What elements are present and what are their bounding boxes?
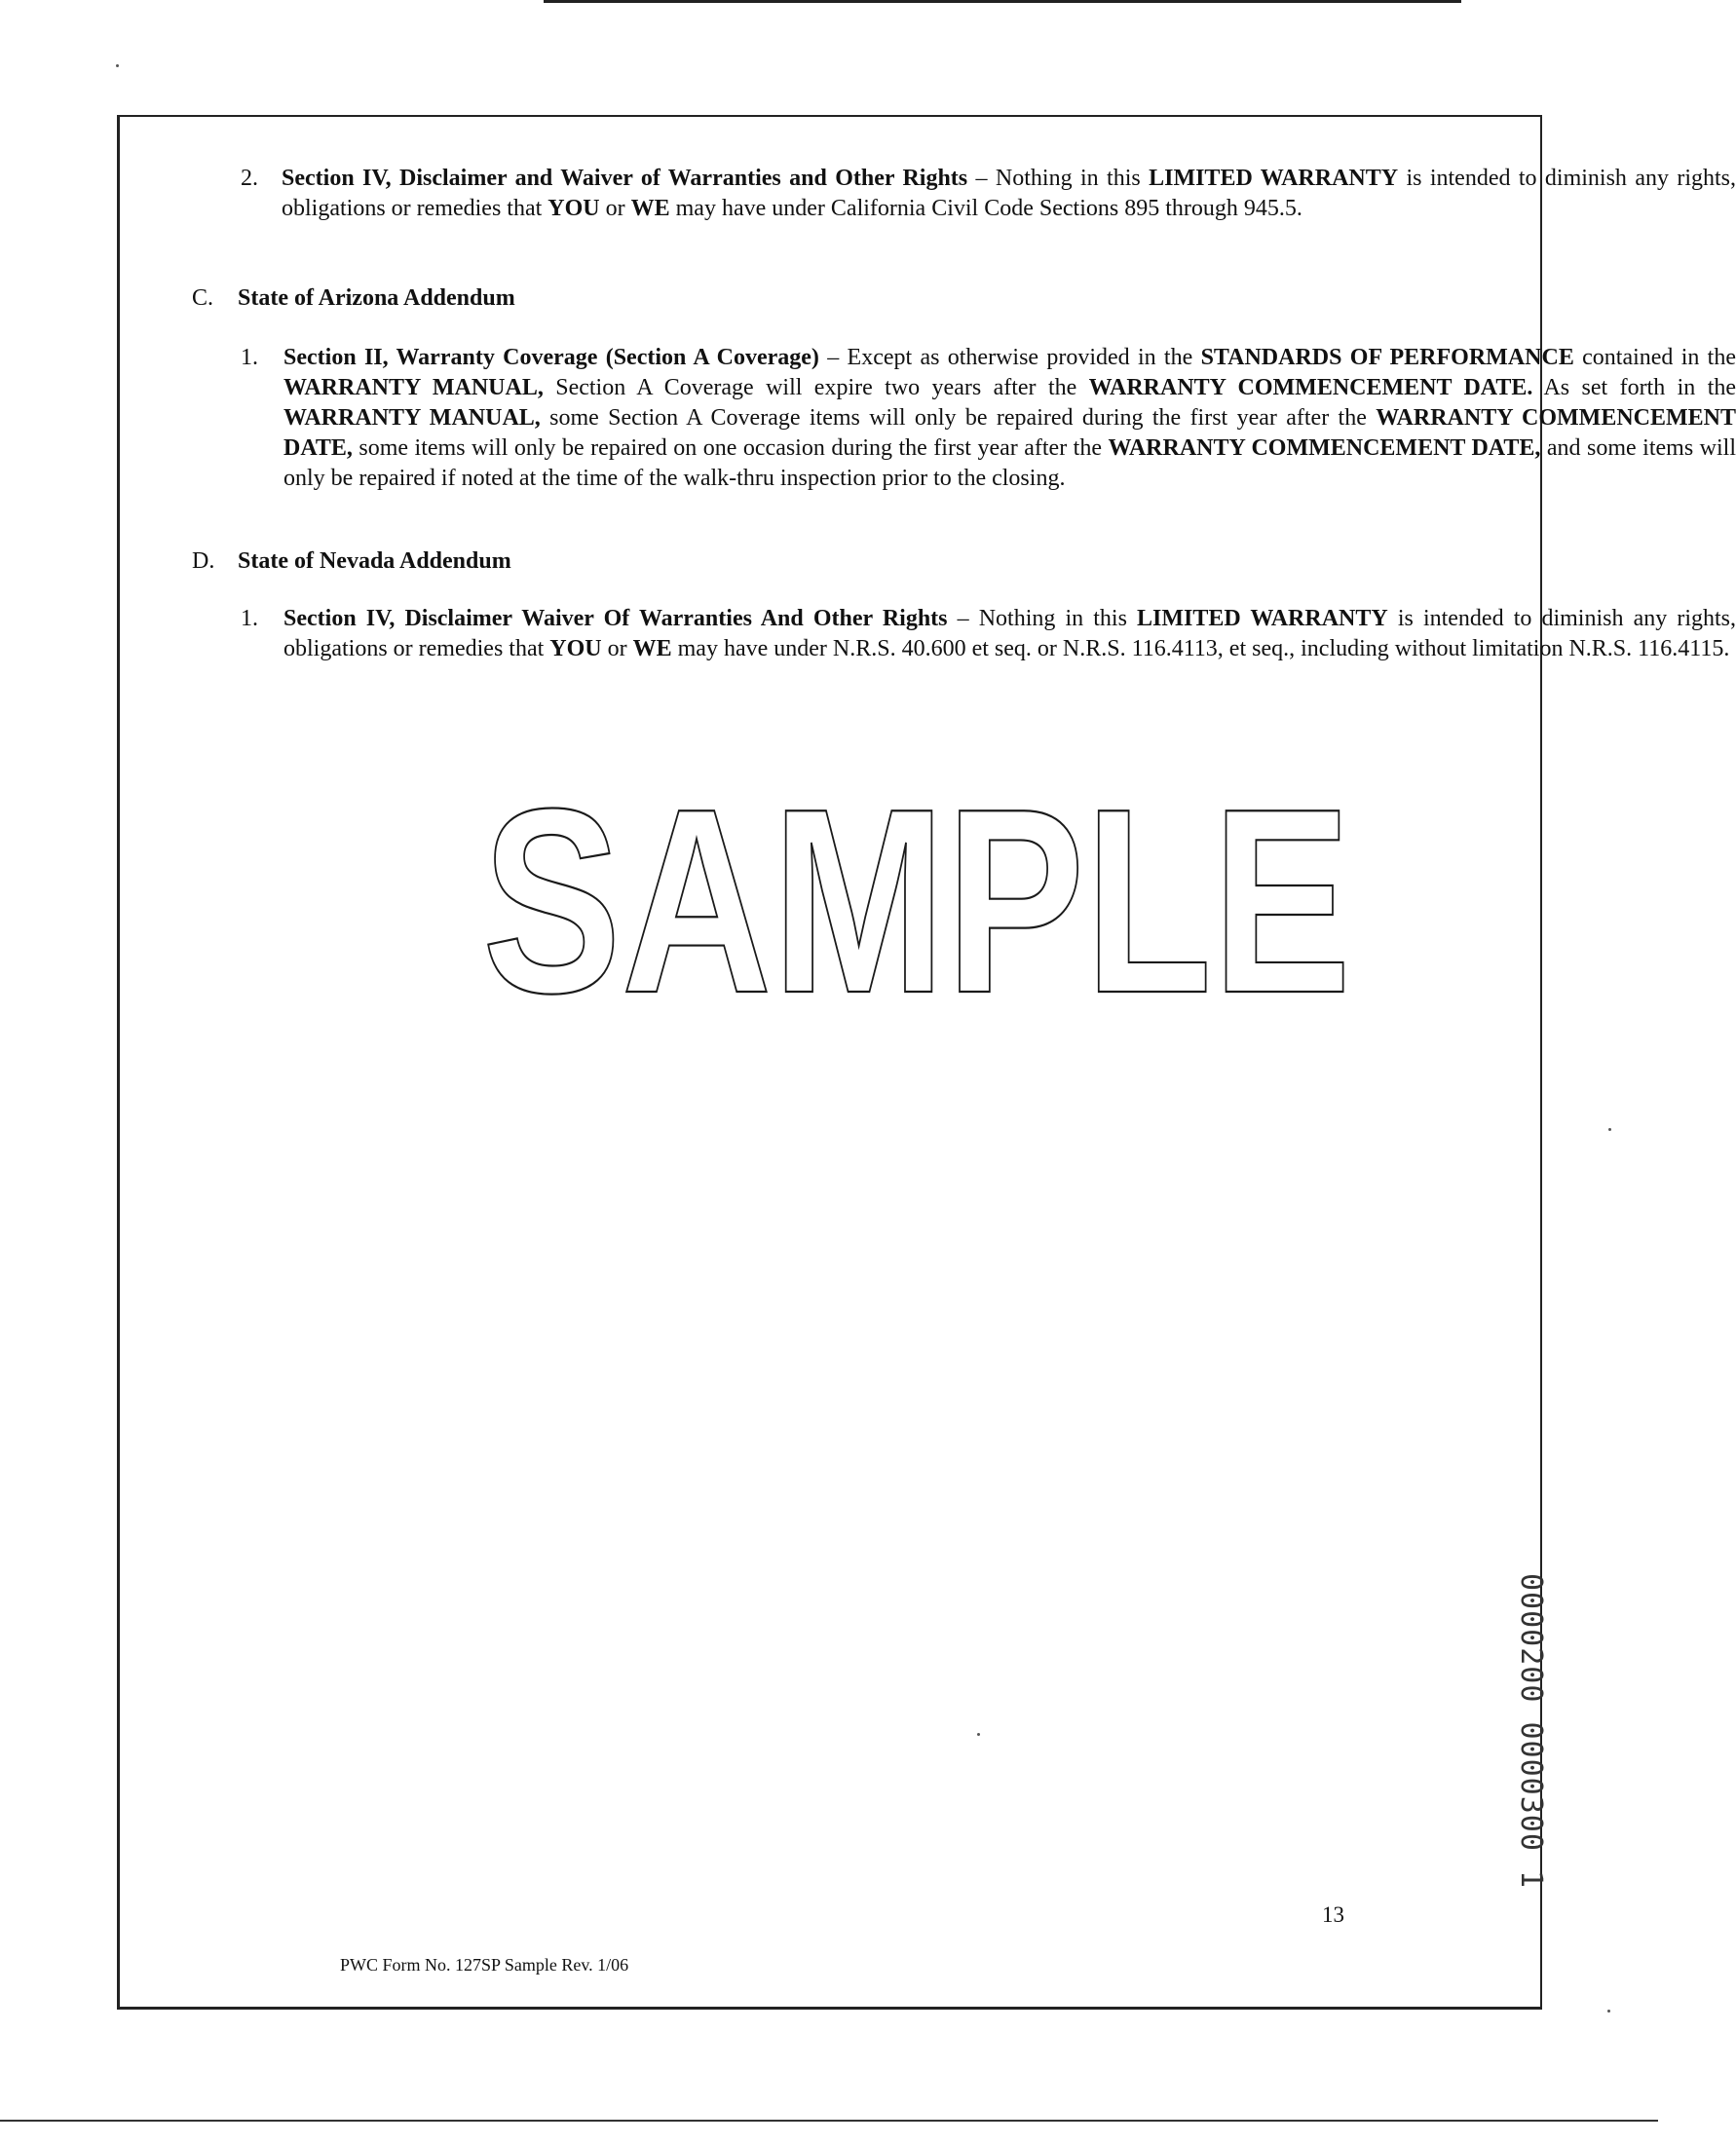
- item-number: 1.: [241, 345, 258, 370]
- item-number: 2.: [241, 166, 258, 191]
- form-footer: PWC Form No. 127SP Sample Rev. 1/06: [340, 1955, 629, 1975]
- item-title: Section IV, Disclaimer and Waiver of Warranties and Other Rights: [282, 166, 968, 191]
- sample-watermark: [482, 755, 1359, 1048]
- page-number: 13: [1322, 1902, 1344, 1927]
- side-stamp: 0000200 0000300 1: [1514, 1573, 1548, 1890]
- item-text: Section IV, Disclaimer and Waiver of Warranties and Other Rights – Nothing in this LIMITED WARRANTY is intended to diminish any rights, obligations or remedies that YOU or WE may have under California Civil Code Sections 895 through 945.5.: [282, 166, 1736, 221]
- item-title: Section IV, Disclaimer Waiver Of Warranties And Other Rights: [283, 606, 948, 631]
- section-heading-nevada: [192, 548, 511, 575]
- top-edge-rule: [544, 0, 1461, 3]
- scan-speck: [1608, 1128, 1611, 1131]
- sample-watermark-text: SAMPLE: [482, 755, 1351, 1048]
- section-letter: D.: [192, 548, 215, 574]
- bottom-edge-rule: [0, 2120, 1658, 2122]
- item-text: Section II, Warranty Coverage (Section A Coverage) – Except as otherwise provided in the STANDARDS OF PERFORMANCE contained in the WARRANTY MANUAL, Section A Coverage will expire two years after the WARRANTY COMMENCEMENT DATE. As set forth in the WARRANTY MANUAL, some Section A Coverage items will only be repaired during the first year after the WARRANTY COMMENCEMENT DATE, some items will only be repaired on one occasion during the first year after the WARRANTY COMMENCEMENT DATE, and some items will only be repaired if noted at the time of the walk-thru inspection prior to the closing.: [283, 345, 1736, 491]
- section-title: State of Arizona Addendum: [238, 285, 515, 311]
- scan-speck: [116, 64, 119, 67]
- scan-speck: [1607, 2010, 1610, 2013]
- section-title: State of Nevada Addendum: [238, 548, 511, 574]
- section-heading-arizona: [192, 285, 515, 312]
- item-number: 1.: [241, 606, 258, 631]
- scan-speck: [977, 1733, 980, 1736]
- item-text: Section IV, Disclaimer Waiver Of Warranties And Other Rights – Nothing in this LIMITED WARRANTY is intended to diminish any rights, obligations or remedies that YOU or WE may have under N.R.S. 40.600 et seq. or N.R.S. 116.4113, et seq., including without limitation N.R.S. 116.4115.: [283, 606, 1736, 661]
- item-title: Section II, Warranty Coverage (Section A Coverage): [283, 345, 819, 370]
- section-letter: C.: [192, 285, 214, 311]
